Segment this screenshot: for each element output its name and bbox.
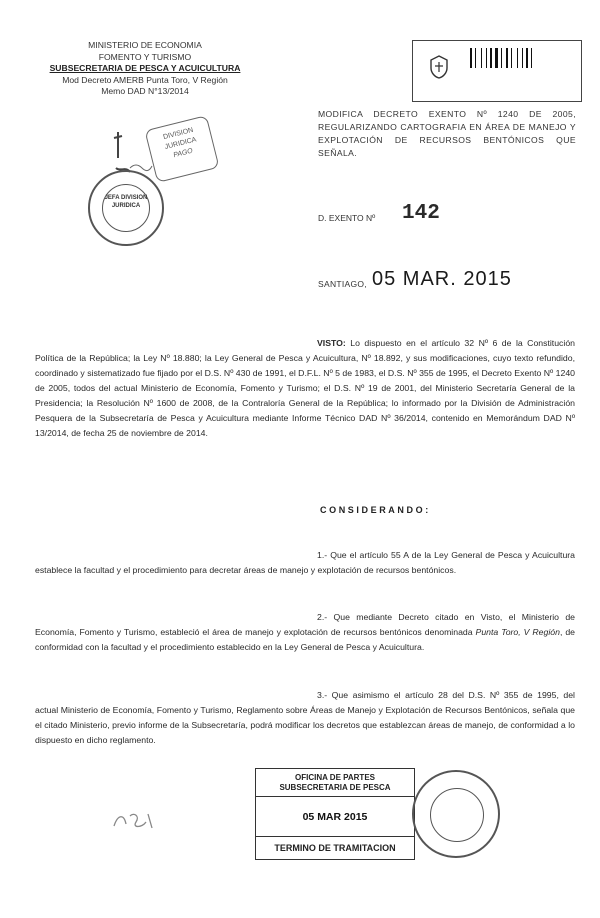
- termino-tramitacion: TERMINO DE TRAMITACION: [256, 836, 414, 859]
- contraloria-round-stamp: [412, 770, 500, 858]
- ministry-line-3: SUBSECRETARIA DE PESCA Y ACUICULTURA: [49, 63, 241, 73]
- oficina-partes-line-1: OFICINA DE PARTES: [294, 773, 375, 782]
- ministry-line-2: FOMENTO Y TURISMO: [98, 51, 192, 62]
- decree-number-label: D. EXENTO Nº: [318, 213, 376, 223]
- decree-date: 05 MAR. 2015: [372, 268, 512, 290]
- considerando-item-2-tail: , de conformidad con la facultad y el procedimiento establecido en la Ley General de Pesca y Acuicultura.: [35, 627, 575, 652]
- considerando-item-3: 3.- Que asimismo el artículo 28 del D.S. Nº 355 de 1995, del actual Ministerio de Economía, Fomento y Turismo, Reglamento sobre Áreas de Manejo y Explotación de Recursos Bentónicos, señala que el citado Ministerio, previo informe de la Subsecretaría, podrá modificar los decretos que establezcan áreas de manejo, de conformidad a lo dispuesto en dicho reglamento.: [35, 690, 575, 745]
- handwritten-mark: [110, 808, 160, 832]
- oficina-partes-stamp: [255, 768, 415, 860]
- ministry-line-5: Memo DAD N°13/2014: [101, 86, 189, 96]
- considerando-item-2-place: Punta Toro, V Región: [475, 627, 560, 637]
- oficina-partes-date: 05 MAR 2015: [302, 811, 368, 823]
- division-juridica-stamp-label: DIVISION JURIDICA: [162, 126, 198, 151]
- visto-text: Lo dispuesto en el artículo 32 Nº 6 de la Constitución Política de la República; la Ley Nº 18.880; la Ley General de Pesca y Acuicultura, Nº 18.892, y sus modificaciones, cuyo texto refundido, coordinado y sistematizado fue fijado por el D.S. Nº 430 de 1991, el D.F.L. Nº 5 de 1983, el D.S. Nº 355 de 1995, el Decreto Exento Nº 1240 de 2005, todos del actual Ministerio de Economía, Fomento y Turismo; el D.S. Nº 19 de 2001, del Ministerio Secretaría General de la Presidencia; la Resolución Nº 1600 de 2008, de la Contraloría General de la República; lo informado por la División de Administración Pesquera de la Subsecretaría de Pesca y Acuicultura mediante Informe Técnico DAD Nº 36/2014, contenido en Memorándum DAD Nº 13/2014, de fecha 25 de noviembre de 2014.: [35, 338, 575, 438]
- considerando-item-2: [35, 610, 575, 655]
- jefa-division-stamp-text: JEFA DIVISION JURIDICA: [104, 195, 148, 209]
- considerando-item-1: 1.- Que el artículo 55 A de la Ley General de Pesca y Acuicultura establece la facultad y el procedimiento para decretar áreas de manejo y explotación de recursos bentónicos.: [35, 550, 575, 575]
- decree-subject: MODIFICA DECRETO EXENTO Nº 1240 DE 2005, REGULARIZANDO CARTOGRAFIA EN ÁREA DE MANEJO Y EXPLOTACIÓN DE RECURSOS BENTÓNICOS QUE SEÑALA.: [318, 109, 576, 158]
- ministry-line-1: MINISTERIO DE ECONOMIA: [88, 40, 202, 50]
- considerando-heading: CONSIDERANDO:: [320, 505, 431, 515]
- date-label: SANTIAGO,: [318, 279, 367, 289]
- ministry-line-4: Mod Decreto AMERB Punta Toro, V Región: [62, 74, 228, 85]
- visto-lead: VISTO:: [317, 338, 346, 348]
- visto-paragraph: [35, 336, 575, 441]
- ministry-header: [30, 40, 260, 98]
- jefa-division-round-stamp: [88, 170, 164, 246]
- division-juridica-stamp-sublabel: PAGO: [172, 147, 194, 160]
- considerando-item-2-text: 2.- Que mediante Decreto citado en Visto, el Ministerio de Economía, Fomento y Turismo, estableció el área de manejo y explotación de recursos bentónicos denominada: [35, 612, 575, 637]
- barcode-icon: [470, 48, 550, 68]
- decree-number: 142: [402, 202, 440, 225]
- oficina-partes-line-2: SUBSECRETARIA DE PESCA: [256, 783, 414, 797]
- seal-icon: [428, 54, 450, 80]
